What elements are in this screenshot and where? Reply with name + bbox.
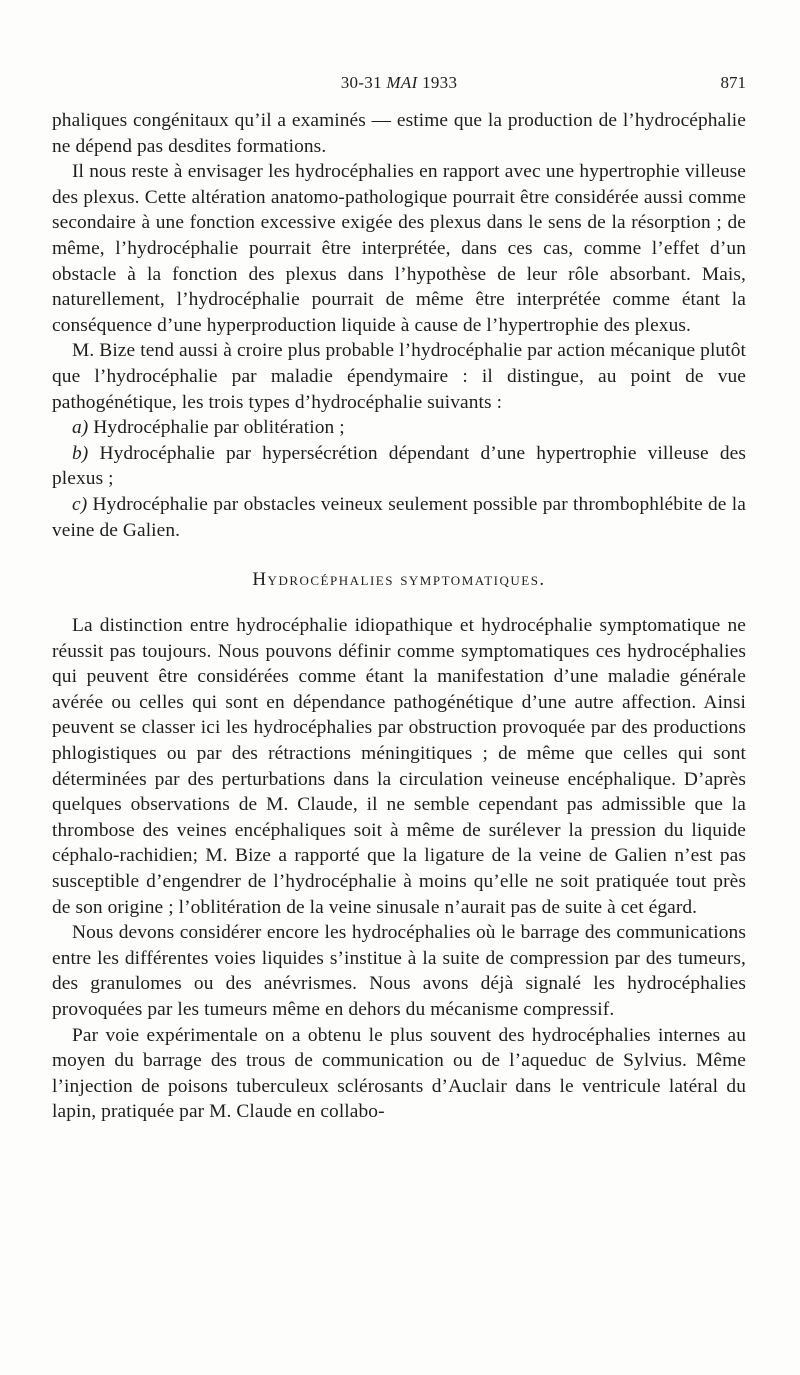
paragraph-continued: phaliques congénitaux qu’il a examinés — estime que la production de l’hydrocéphalie ne dépend pas desdites formations. — [52, 110, 746, 157]
paragraph-experimentale: Par voie expérimentale on a obtenu le plus souvent des hydrocéphalies internes au moyen du barrage des trous de communication ou de l’aqueduc de Sylvius. Même l’injection de poisons tuberculeux sclérosants d’Auclair dans le ventricule latéral du lapin, pratiquée par M. Claude en collabo- — [52, 1024, 746, 1123]
list-marker-c: c) — [72, 493, 88, 515]
paragraph-distinction: La distinction entre hydrocéphalie idiopathique et hydrocéphalie symptomatique ne réussit pas toujours. Nous pouvons définir comme symptomatiques ces hydrocéphalies qui peuvent être considérées comme étant la manifestation d’une maladie générale avérée ou celles qui sont en dépendance pathogénétique d’une autre affection. Ainsi peuvent se classer ici les hydrocéphalies par obstruction provoquée par des productions phlogistiques ou par des rétractions méningitiques ; de même que celles qui sont déterminées par des perturbations dans la circulation veineuse encéphalique. D’après quelques observations de M. Claude, il ne semble cependant pas admissible que la thrombose des veines encéphaliques soit à même de surélever la pression du liquide céphalo-rachidien; M. Bize a rapporté que la ligature de la veine de Galien n’est pas susceptible d’engendrer de l’hydrocéphalie à moins qu’elle ne soit pratiquée tout près de son origine ; l’oblitération de la veine sinusale n’aurait pas de suite à cet égard. — [52, 615, 746, 918]
list-text-c: Hydrocéphalie par obstacles veineux seulement possible par thrombophlébite de la veine de Galien. — [52, 493, 746, 541]
paragraph-bize: M. Bize tend aussi à croire plus probable l’hydrocéphalie par action mécanique plutôt que l’hydrocéphalie par maladie épendymaire : il distingue, au point de vue pathogénétique, les trois types d’hydrocéphalie suivants : — [52, 340, 746, 413]
running-head — [52, 68, 746, 98]
date-year: 1933 — [417, 73, 458, 92]
running-head-date — [52, 68, 746, 98]
page-number: 871 — [720, 73, 746, 92]
body-text — [52, 108, 746, 1125]
list-item-b — [52, 441, 746, 492]
date-month: MAI — [386, 73, 418, 92]
list-text-b: Hydrocéphalie par hypersécrétion dépendant d’une hypertrophie villeuse des plexus ; — [52, 442, 746, 490]
list-item-a — [52, 415, 746, 441]
date-days: 30-31 — [340, 73, 387, 92]
list-item-c — [52, 492, 746, 543]
section-heading: Hydrocéphalies symptomatiques. — [252, 569, 546, 591]
list-marker-b: b) — [72, 442, 89, 464]
list-marker-a: a) — [72, 417, 89, 439]
paragraph-barrage: Nous devons considérer encore les hydrocéphalies où le barrage des communications entre les différentes voies liquides s’institue à la suite de compression par des tumeurs, des granulomes ou des anévrismes. Nous avons déjà signalé les hydrocéphalies provoquées par les tumeurs même en dehors du mécanisme compressif. — [52, 922, 746, 1020]
list-text-a: Hydrocéphalie par oblitération ; — [88, 417, 345, 439]
paragraph-hypertrophie: Il nous reste à envisager les hydrocéphalies en rapport avec une hypertrophie villeuse des plexus. Cette altération anatomo-pathologique pourrait être considérée aussi comme secondaire à une fonction excessive exigée des plexus dans le sens de la résorption ; de même, l’hydrocéphalie pourrait être interprétée, dans ces cas, comme l’effet d’un obstacle à la fonction des plexus dans l’hypothèse de leur rôle absorbant. Mais, naturellement, l’hydrocéphalie pourrait de même être interprétée comme étant la conséquence d’une hyperproduction liquide à cause de l’hypertrophie des plexus. — [52, 161, 746, 336]
